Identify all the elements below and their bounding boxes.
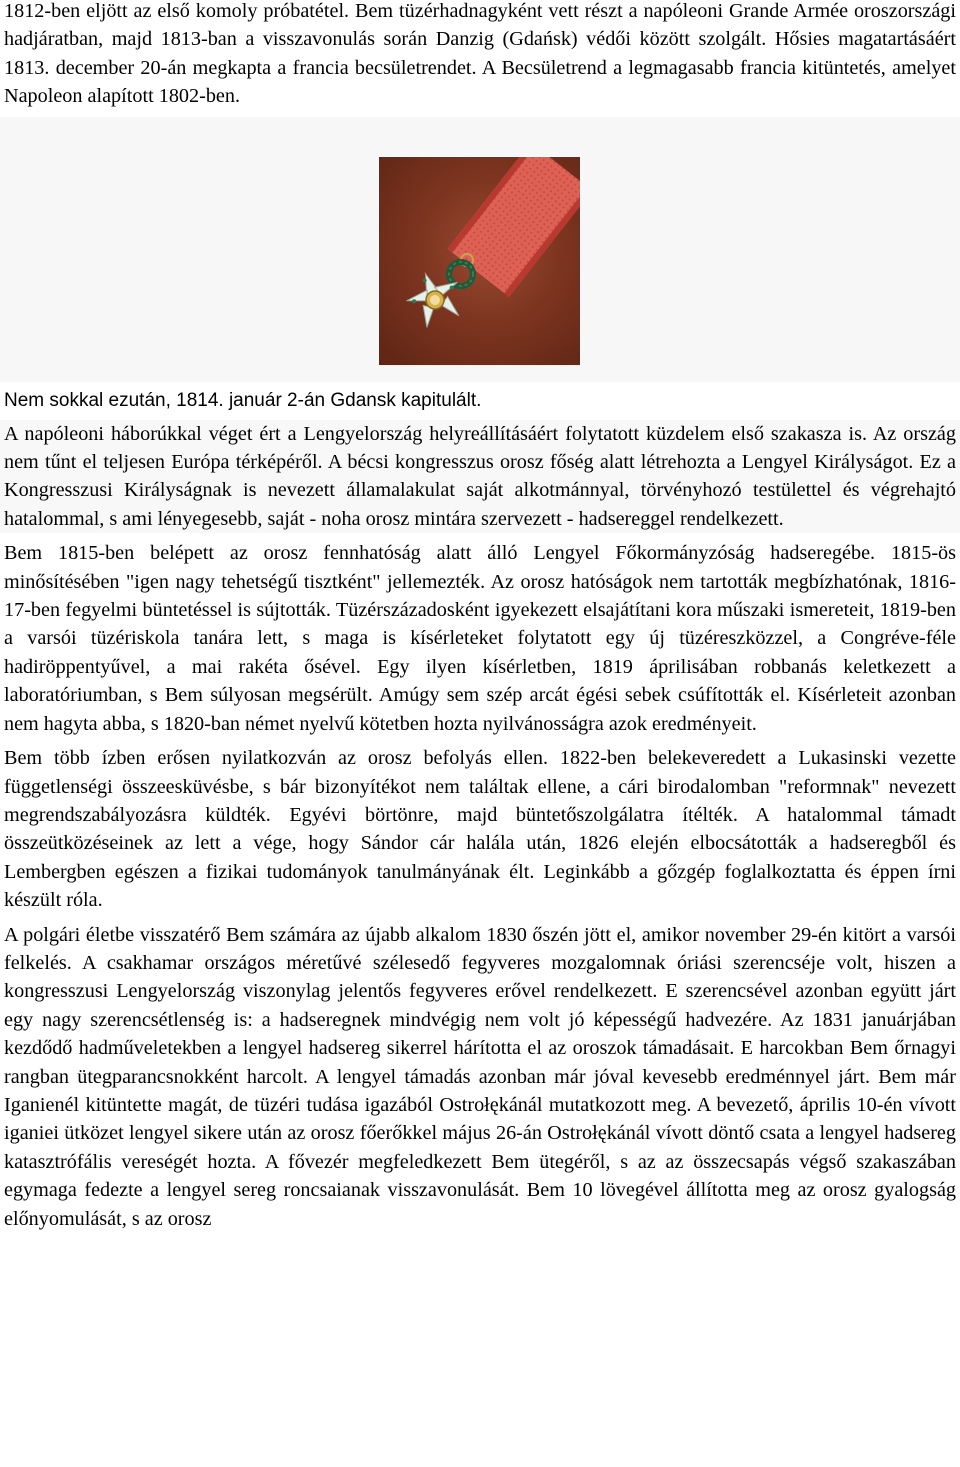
paragraph-1812-campaign: 1812-ben eljött az első komoly próbatétel. Bem tüzérhadnagyként vett részt a napóleoni Grande Armée oroszországi hadjáratban, majd 1813-ban a visszavonulás során Danzig (Gdańsk) védői között szolgált. Hősies magatartásáért 1813. december 20-án megkapta a francia becsületrendet. A Becsületrend a legmagasabb francia kitüntetés, amelyet Napoleon alapított 1802-ben. — [4, 0, 956, 108]
medal-icon — [379, 157, 580, 365]
paragraph-1830-uprising: A polgári életbe visszatérő Bem számára az újabb alkalom 1830 őszén jött el, amikor november 29-én kitört a varsói felkelés. A csakhamar országos méretűvé szélesedő fegyveres mozgalomnak óriási szerencséje volt, hiszen a kongresszusi Lengyelország viszonylag jelentős fegyveres erővel rendelkezett. E szerencsével azonban együtt járt egy nagy szerencsétlenség is: a hadseregnek mindvégig nem volt jó képességű hadvezére. Az 1831 januárjában kezdődő hadműveletekben a lengyel hadsereg sikerrel hárította el az oroszok támadásait. E harcokban Bem őrnagyi rangban ütegparancsnokként harcolt. A lengyel támadás azonban már jóval kevesebb eredménnyel járt. Bem már Iganienél kitüntette magát, de tüzéri tudása igazából Ostrołękánál mutatkozott meg. A bevezető, április 10-én vívott iganiei ütközet lengyel sikere után az orosz főerőkkel május 26-án Ostrołękánál vívott döntő csata a lengyel hadsereg katasztrófális vereségét hozta. A fővezér megfeledkezett Bem ütegéről, s az az összecsapás végső szakaszában egymaga fedezte a lengyel sereg roncsaianak visszavonulását. Bem 10 lövegével állította meg az orosz gyalogság előnyomulását, s az orosz — [4, 923, 956, 1230]
paragraph-1815-service: Bem 1815-ben belépett az orosz fennhatóság alatt álló Lengyel Főkormányzóság hadseregébe. 1815-ös minősítésében "igen nagy tehetségű tisztként" jellemezték. Az orosz hatóságok nem tartották megbízhatónak, 1816-17-ben fegyelmi büntetéssel is sújtották. Tüzérszázadosként igyekezett elsajátítani kora műszaki ismereteit, 1819-ben a varsói tüzériskola tanára lett, s maga is kísérleteket folytatott egy új tüzéreszközzel, a Congréve-féle hadiröppentyűvel, a mai rakéta ősével. Egy ilyen kísérletben, 1819 áprilisában robbanás keletkezett a laboratóriumban, s Bem súlyosan megsérült. Amúgy sem szép arcát égési sebek csúfították el. Kísérleteit azonban nem hagyta abba, s 1820-ban német nyelvű kötetben hozta nyilvánosságra azok eredményeit. — [4, 542, 956, 735]
paragraph-conspiracy: Bem több ízben erősen nyilatkozván az orosz befolyás ellen. 1822-ben belekeveredett a Lukasinski vezette függetlenségi összeesküvésbe, s bár bizonyítékot nem találtak ellene, a cári birodalomban "reformnak" nevezett megrendszabályozásra küldték. Egyévi börtönre, majd büntetőszolgálatra ítélték. A hatalommal támadt összeütközéseinek az lett a vége, hogy Sándor cár halála után, 1826 elején elbocsátották a hadseregből és Lembergben egészen a fizikai tudományok tanulmányának élt. Leginkább a gőzgép foglalkoztatta és éppen írni készült róla. — [4, 747, 956, 912]
section-congress-kingdom — [0, 420, 960, 534]
paragraph-congress-kingdom: A napóleoni háborúkkal véget ért a Lengyelország helyreállításáért folytatott küzdelem első szakasza is. Az ország nem tűnt el teljesen Európa térképéről. A bécsi kongresszus orosz főség alatt létrehozta a Lengyel Királyságot. Ez a Kongresszusi Királyságnak is nevezett államalakulat saját alkotmánnyal, törvényhozó testülettel és végrehajtó hatalommal, s ami lényegesebb, saját - noha orosz mintára szervezett - hadsereggel rendelkezett. — [4, 422, 956, 530]
legion-of-honour-medal-image — [379, 157, 580, 365]
caption-gdansk-capitulation: Nem sokkal ezután, 1814. január 2-án Gdansk kapitulált. — [4, 389, 482, 411]
figure-area — [0, 117, 960, 382]
